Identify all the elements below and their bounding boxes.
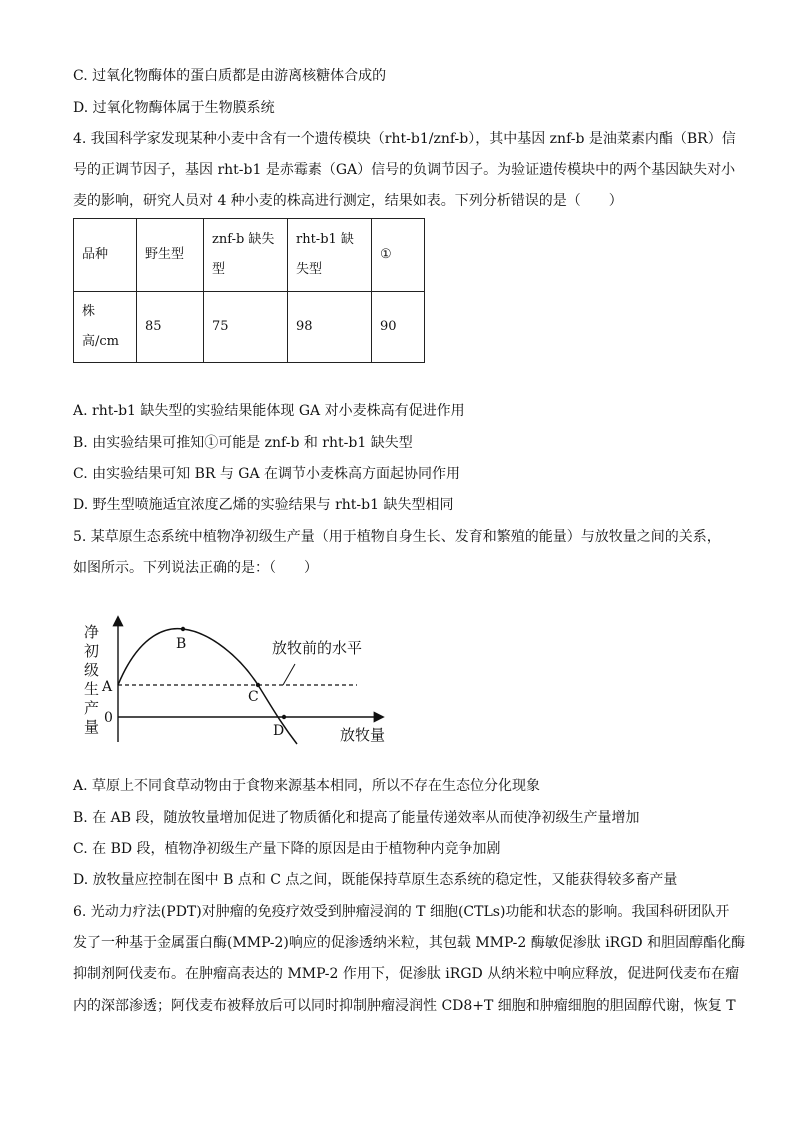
q3-option-c: C. 过氧化物酶体的蛋白质都是由游离核糖体合成的	[73, 68, 387, 84]
q6-stem-line-2: 发了一种基于金属蛋白酶(MMP-2)响应的促渗透纳米粒，其包载 MMP-2 酶敏促渗肽 iRGD 和胆固醇酯化酶	[73, 935, 746, 951]
q5-option-b: B. 在 AB 段，随放牧量增加促进了物质循化和提高了能量传递效率从而使净初级生产量增加	[73, 810, 640, 826]
table-cell: 野生型	[137, 219, 204, 292]
q5-stem-line-1: 5. 某草原生态系统中植物净初级生产量（用于植物自身生长、发育和繁殖的能量）与放牧量之间的关系，	[73, 529, 721, 545]
q4-results-table	[73, 218, 425, 363]
q6-stem-line-1: 6. 光动力疗法(PDT)对肿瘤的免疫疗效受到肿瘤浸润的 T 细胞(CTLs)功能和状态的影响。我国科研团队开	[73, 904, 730, 920]
q4-option-b: B. 由实验结果可推知①可能是 znf-b 和 rht-b1 缺失型	[73, 435, 413, 451]
annotation-text: 放牧前的水平	[272, 639, 363, 657]
q5-option-d: D. 放牧量应控制在图中 B 点和 C 点之间，既能保持草原生态系统的稳定性，又能获得较多畜产量	[73, 872, 678, 888]
annotation-pointer	[283, 664, 295, 685]
q3-option-d: D. 过氧化物酶体属于生物膜系统	[73, 100, 275, 116]
q4-option-a: A. rht-b1 缺失型的实验结果能体现 GA 对小麦株高有促进作用	[73, 403, 465, 419]
q4-stem-line-3: 麦的影响，研究人员对 4 种小麦的株高进行测定，结果如表。下列分析错误的是（ ）	[73, 193, 623, 209]
label-a: A	[102, 679, 113, 695]
table-cell: rht-b1 缺失型	[288, 219, 372, 292]
y-label-char: 生	[84, 680, 100, 698]
point-d	[282, 715, 286, 719]
label-c: C	[248, 689, 259, 705]
y-label-char: 初	[84, 642, 100, 660]
table-cell: 90	[372, 292, 425, 363]
y-label-char: 级	[84, 661, 100, 679]
y-label-char: 产	[84, 699, 100, 717]
q4-option-d: D. 野生型喷施适宜浓度乙烯的实验结果与 rht-b1 缺失型相同	[73, 497, 454, 513]
y-label-char: 净	[84, 623, 100, 641]
table-row	[74, 219, 425, 292]
q4-stem-line-2: 号的正调节因子，基因 rht-b1 是赤霉素（GA）信号的负调节因子。为验证遗传模块中的两个基因缺失对小	[73, 162, 736, 178]
table-cell: 98	[288, 292, 372, 363]
table-row	[74, 292, 425, 363]
label-d: D	[273, 723, 285, 739]
q6-stem-line-4: 内的深部渗透；阿伐麦布被释放后可以同时抑制肿瘤浸润性 CD8+T 细胞和肿瘤细胞的胆固醇代谢，恢复 T	[73, 998, 736, 1014]
q6-stem-line-3: 抑制剂阿伐麦布。在肿瘤高表达的 MMP-2 作用下，促渗肽 iRGD 从纳米粒中响应释放，促进阿伐麦布在瘤	[73, 966, 740, 982]
q4-option-c: C. 由实验结果可知 BR 与 GA 在调节小麦株高方面起协同作用	[73, 466, 461, 482]
q5-option-c: C. 在 BD 段，植物净初级生产量下降的原因是由于植物种内竞争加剧	[73, 841, 501, 857]
point-b	[181, 627, 185, 631]
table-cell: 品种	[74, 219, 137, 292]
label-zero: 0	[104, 710, 113, 726]
q5-stem-line-2: 如图所示。下列说法正确的是：（ ）	[73, 560, 318, 576]
point-c	[256, 683, 260, 687]
table-cell: 75	[204, 292, 288, 363]
q4-stem-line-1: 4. 我国科学家发现某种小麦中含有一个遗传模块（rht-b1/znf-b），其中基因 znf-b 是油菜素内酯（BR）信	[73, 131, 736, 147]
label-b: B	[176, 636, 187, 652]
production-curve	[118, 629, 297, 744]
table-cell: 85	[137, 292, 204, 363]
q5-option-a: A. 草原上不同食草动物由于食物来源基本相同，所以不存在生态位分化现象	[73, 778, 541, 794]
table-cell: 株高/cm	[74, 292, 137, 363]
q5-chart	[70, 612, 400, 752]
table-cell: znf-b 缺失型	[204, 219, 288, 292]
table-cell: ①	[372, 219, 425, 292]
x-axis-label: 放牧量	[340, 726, 386, 744]
y-label-char: 量	[84, 718, 100, 736]
